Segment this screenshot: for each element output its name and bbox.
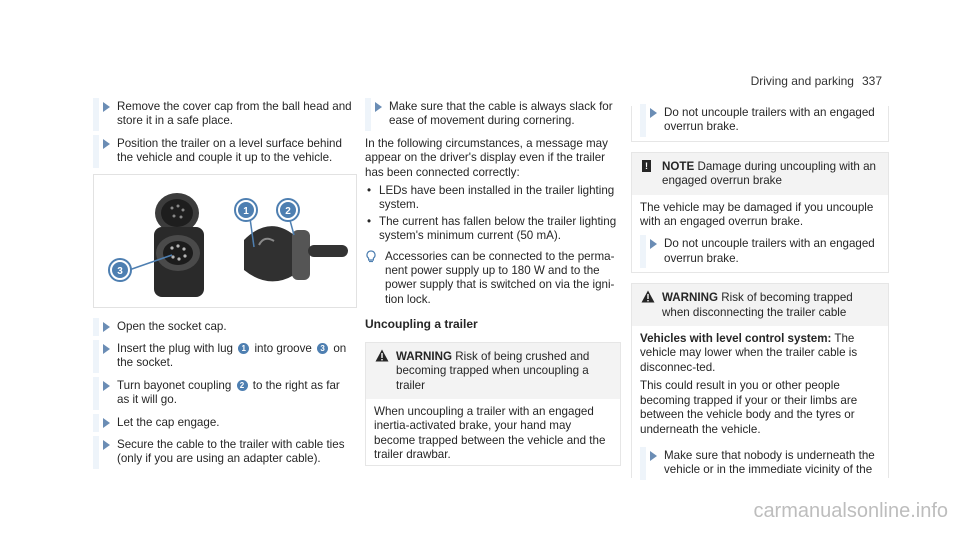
socket-illustration <box>93 174 357 308</box>
note-box-damage: ! NOTE Damage during uncoupling with an engaged overrun brake The vehicle may be damaged if you uncouple with an engaged overrun brake. Do not uncouple trailers with an engaged overrun brake. <box>631 152 889 273</box>
page-header <box>751 74 882 88</box>
svg-text:1: 1 <box>243 205 249 217</box>
step-cap-engage: Let the cap engage. <box>93 416 355 430</box>
step-arrow-icon <box>103 139 110 149</box>
note-title: Damage during uncoupling with an engaged overrun brake <box>662 159 876 188</box>
step-arrow-icon <box>650 108 657 118</box>
step-remove-cap: Remove the cover cap from the ball head and store it in a safe place. <box>93 100 355 129</box>
warning-title: Risk of being crushed and becoming trapped when uncoupling a trailer <box>396 349 590 392</box>
svg-text:3: 3 <box>117 265 123 277</box>
warning-box-trapped: WARNING Risk of becoming trapped when disconnecting the trailer cable Vehicles with level control system: The vehicle may lower when the trailer cable is disconnec-ted. This could result in you or other people becoming trapped if your or their limbs are between the vehicle body and the tyres or underneath the vehicle. Make sure that nobody is underneath the vehicle or in the immediate vicinity of the <box>631 283 889 477</box>
callout-3 <box>109 259 131 281</box>
step-arrow-icon <box>375 102 382 112</box>
column-1 <box>93 100 355 475</box>
callout-1-ref: 1 <box>238 343 249 354</box>
step-arrow-icon <box>650 451 657 461</box>
intro-paragraph: In the following circumstances, a message may appear on the driver's display even if the trailer has been connected correctly: <box>365 136 608 179</box>
warning-box-crush <box>365 342 621 466</box>
step-turn-coupling: Turn bayonet coupling 2 to the right as far as it will go. <box>93 379 355 408</box>
warning-triangle-icon <box>641 290 655 307</box>
column-2 <box>365 100 621 476</box>
callout-1 <box>235 199 257 221</box>
callout-3-ref: 3 <box>317 343 328 354</box>
step-open-cap: Open the socket cap. <box>93 320 355 334</box>
warning-body: When uncoupling a trailer with an engaged inertia-activated brake, your hand may become trapped between the vehicle and the trailer drawbar. <box>374 404 606 462</box>
step-arrow-icon <box>103 344 110 354</box>
step-secure-cable: Secure the cable to the trailer with cable ties (only if you are using an adapter cable). <box>93 438 355 467</box>
warning-body-2: This could result in you or other people becoming trapped if your or their limbs are between the vehicle body and the tyres or underneath the vehicle. <box>640 379 858 436</box>
step-arrow-icon <box>103 322 110 332</box>
step-arrow-icon <box>103 102 110 112</box>
continued-warning-box: Do not uncouple trailers with an engaged overrun brake. <box>631 106 889 142</box>
section-title: Driving and parking <box>750 74 854 88</box>
info-icon <box>365 250 378 263</box>
step-cable-slack: Make sure that the cable is always slack for ease of movement during cornering. <box>365 100 621 129</box>
step-arrow-icon <box>103 440 110 450</box>
accessories-note: Accessories can be connected to the perma-nent power supply up to 180 W and to the power supply that is switched on via the igni-tion lock. <box>365 250 621 308</box>
column-3 <box>631 100 889 488</box>
svg-text:2: 2 <box>285 205 291 217</box>
step-arrow-icon <box>650 239 657 249</box>
step-position-trailer: Position the trailer on a level surface behind the vehicle and couple it up to the vehicle. <box>93 137 355 166</box>
step-arrow-icon <box>103 418 110 428</box>
socket-plug-drawing <box>94 175 356 307</box>
section-heading: Uncoupling a trailer <box>365 317 478 332</box>
page-number: 337 <box>861 74 882 88</box>
warning-label: WARNING <box>396 349 453 363</box>
list-item: • The current has fallen below the trailer lighting system's minimum current (50 mA). <box>365 215 621 244</box>
level-control-keyword: Vehicles with level control system: <box>640 332 832 346</box>
callout-2-ref: 2 <box>237 380 248 391</box>
watermark: carmanualsonline.info <box>753 500 948 522</box>
callout-2 <box>277 199 299 221</box>
note-exclamation-icon: ! <box>642 160 651 172</box>
list-item: • LEDs have been installed in the trailer lighting system. <box>365 184 621 213</box>
circumstance-list <box>365 184 621 244</box>
note-label: NOTE <box>662 159 695 173</box>
warning-title: Risk of becoming trapped when disconnecting the trailer cable <box>662 291 853 319</box>
step-insert-plug: Insert the plug with lug 1 into groove 3 on the socket. <box>93 342 355 371</box>
step-arrow-icon <box>103 381 110 391</box>
warning-label: WARNING <box>662 291 719 305</box>
note-body: The vehicle may be damaged if you uncouple with an engaged overrun brake. <box>640 200 874 229</box>
warning-triangle-icon <box>375 349 389 366</box>
